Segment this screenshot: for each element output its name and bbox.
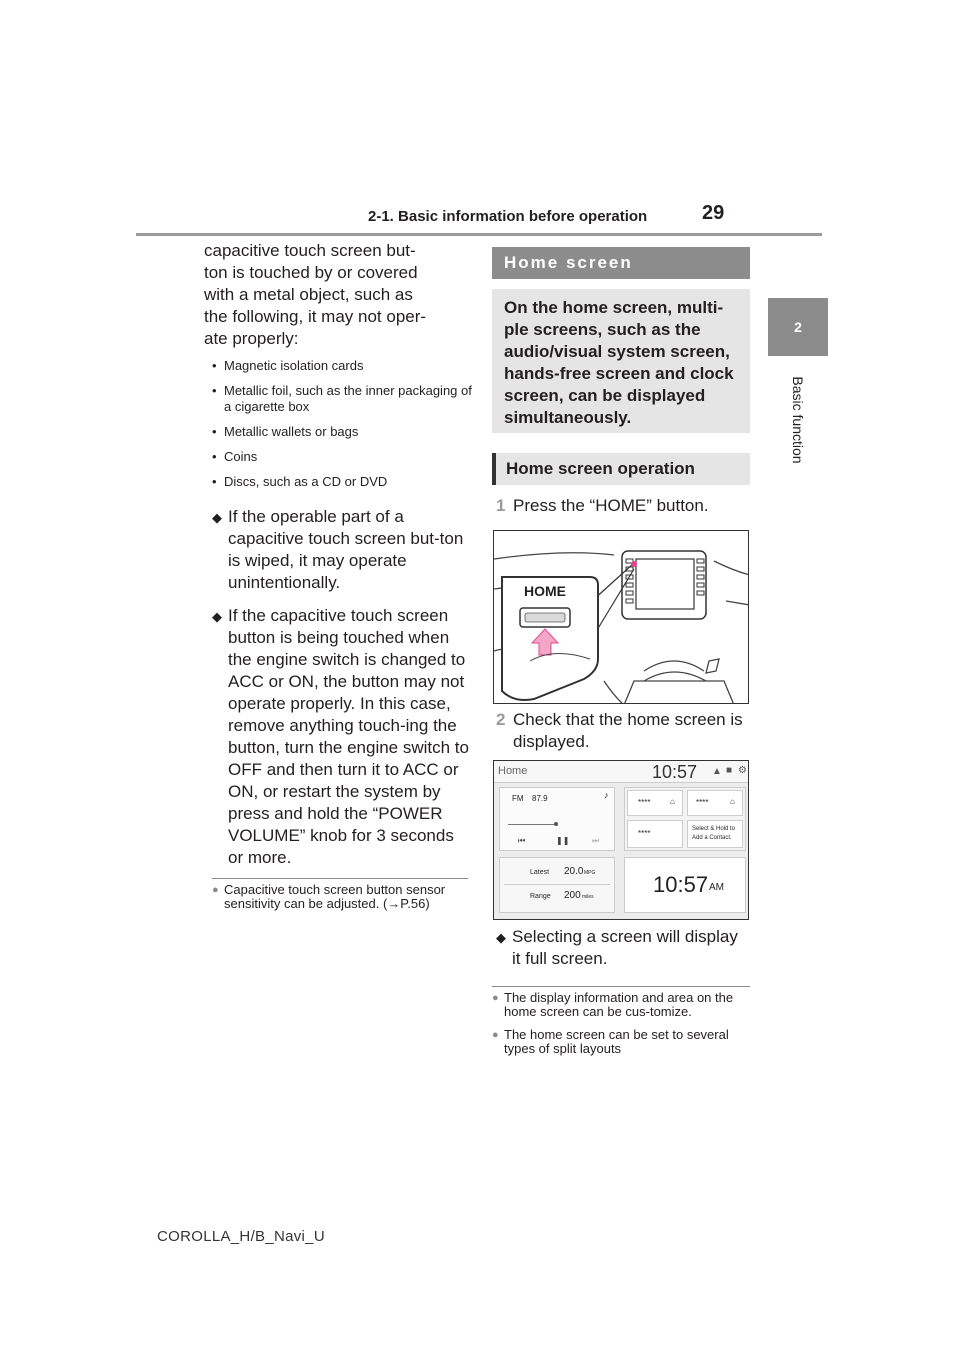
- contact-slot[interactable]: [627, 790, 683, 816]
- home-button-label: HOME: [524, 583, 566, 599]
- chapter-tab: 2: [768, 298, 828, 356]
- range-unit: miles: [582, 894, 594, 900]
- lock-icon: ■: [726, 765, 733, 776]
- step-text: Press the “HOME” button.: [513, 496, 709, 515]
- step-2: [496, 709, 750, 753]
- audio-panel[interactable]: [499, 787, 615, 851]
- contact-slot[interactable]: [687, 790, 743, 816]
- metal-object-list: [212, 358, 472, 499]
- right-bullet-list: [496, 926, 750, 981]
- note-divider: [212, 878, 468, 879]
- left-note-list: [212, 883, 468, 920]
- home-contact-icon: ⌂: [670, 797, 675, 806]
- section-heading: Home screen: [492, 247, 750, 279]
- home-button-figure: [493, 530, 749, 704]
- step-text: Check that the home screen is displayed.: [513, 710, 743, 751]
- list-item: • Metallic foil, such as the inner packaging of a cigarette box: [212, 383, 472, 415]
- pause-icon[interactable]: ❚❚: [556, 836, 570, 845]
- header-rule: [136, 233, 822, 236]
- contact-name: ****: [638, 829, 651, 838]
- clock-panel[interactable]: [624, 857, 746, 913]
- range-value: 200: [564, 890, 581, 901]
- right-note-list: [492, 991, 746, 1065]
- clock-ampm: AM: [709, 882, 724, 893]
- home-contact-icon: ⌂: [730, 797, 735, 806]
- contact-slot[interactable]: [627, 820, 683, 848]
- add-contact-slot[interactable]: [687, 820, 743, 848]
- next-track-icon[interactable]: ⏭: [592, 836, 600, 845]
- status-bar: [494, 761, 749, 783]
- bullet-item: ◆ Selecting a screen will display it full screen.: [496, 926, 750, 970]
- range-label: Range: [530, 893, 551, 900]
- page-number: 29: [702, 202, 725, 224]
- radio-band: FM: [512, 794, 524, 803]
- radio-frequency: 87.9: [532, 794, 548, 803]
- add-contact-hint: [692, 825, 735, 843]
- list-item: • Magnetic isolation cards: [212, 358, 472, 374]
- step-number: 2: [496, 710, 506, 729]
- list-item: • Coins: [212, 449, 472, 465]
- note-item: ● Capacitive touch screen button sensor sensitivity can be adjusted. (→P.56): [212, 883, 468, 911]
- left-intro-text: capacitive touch screen but- ton is touched by or covered with a metal object, such as the following, it may not oper- ate properly:: [204, 241, 427, 348]
- contact-name: ****: [696, 798, 709, 807]
- bullet-item: ◆ If the capacitive touch screen button is being touched when the engine switch is changed to ACC or ON, the button may not operate properly. In this case, remove anything touch-ing the button, turn the engine switch to OFF and then turn it to ACC or ON, or restart the system by press and hold the “POWER VOLUME” knob for 3 seconds or more.: [212, 605, 472, 869]
- latest-unit: MPG: [584, 870, 596, 876]
- signal-icon: ▲: [712, 766, 722, 777]
- list-item: • Discs, such as a CD or DVD: [212, 474, 472, 490]
- section-title: 2-1. Basic information before operation: [368, 208, 648, 225]
- add-contact-hint-line: Select & Hold to: [692, 826, 736, 832]
- add-contact-hint-line: Add a Contact.: [692, 835, 732, 841]
- latest-label: Latest: [530, 869, 550, 876]
- settings-icon: ⚙: [738, 765, 747, 776]
- chapter-label: Basic function: [790, 376, 806, 464]
- contact-name: ****: [638, 798, 651, 807]
- bullet-item: ◆ If the operable part of a capacitive touch screen but-ton is wiped, it may operate unintentionally.: [212, 506, 472, 594]
- contacts-panel[interactable]: [624, 787, 746, 851]
- step-number: 1: [496, 496, 506, 515]
- home-title: Home: [498, 765, 528, 777]
- subheading: Home screen operation: [492, 453, 750, 485]
- fuel-economy-panel[interactable]: [499, 857, 615, 913]
- home-screen-figure: [493, 760, 749, 920]
- latest-value: 20.0: [564, 866, 584, 877]
- music-note-icon: ♪: [604, 790, 609, 800]
- status-clock: 10:57: [652, 762, 698, 782]
- note-item: ● The home screen can be set to several types of split layouts: [492, 1028, 746, 1056]
- clock-time: 10:57: [653, 872, 709, 897]
- previous-track-icon[interactable]: ⏮: [518, 836, 526, 845]
- note-item: ● The display information and area on the home screen can be cus-tomize.: [492, 991, 746, 1019]
- dashboard-illustration: [494, 531, 749, 704]
- list-item: • Metallic wallets or bags: [212, 424, 472, 440]
- note-divider: [492, 986, 750, 987]
- progress-bar[interactable]: [508, 824, 556, 825]
- progress-handle[interactable]: [554, 822, 558, 826]
- model-code: COROLLA_H/B_Navi_U: [157, 1228, 325, 1245]
- section-intro: On the home screen, multi-ple screens, such as the audio/visual system screen, hands-free screen and clock screen, can be displayed simultaneously.: [492, 289, 750, 433]
- step-1: [496, 495, 750, 517]
- caution-bullet-list: [212, 506, 472, 880]
- panel-divider: [504, 884, 610, 885]
